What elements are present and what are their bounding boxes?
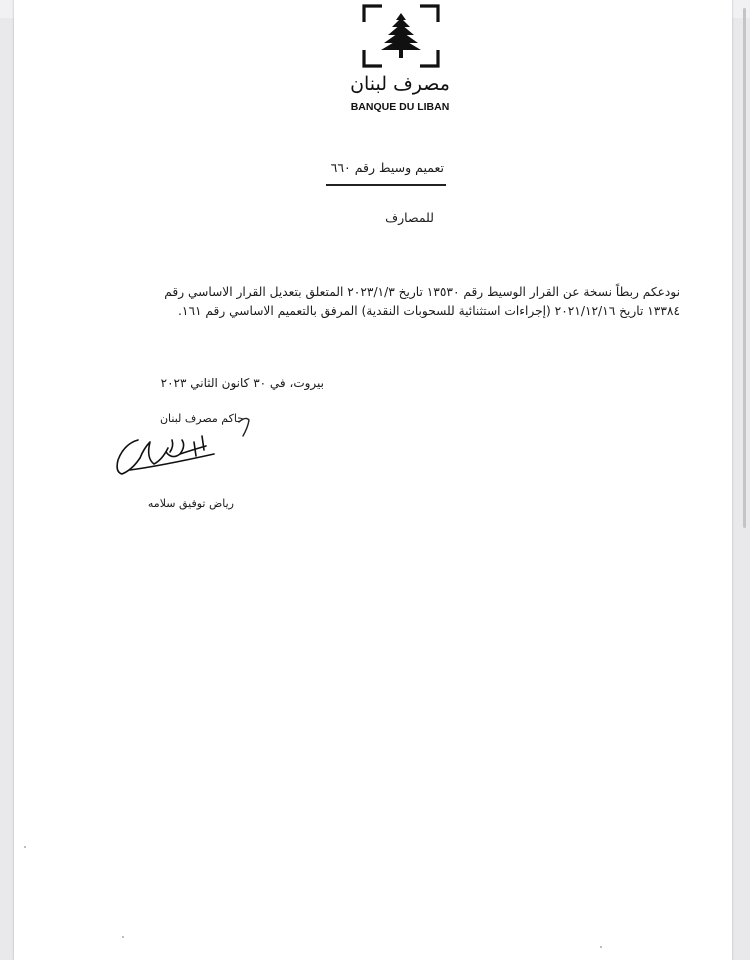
place-and-date: بيروت، في ٣٠ كانون الثاني ٢٠٢٣ [160, 376, 324, 390]
memo-title: تعميم وسيط رقم ٦٦٠ [330, 160, 444, 175]
scan-speck [122, 936, 124, 938]
cedar-tree-icon [362, 4, 440, 68]
scan-speck [600, 946, 602, 948]
scrollbar-thumb[interactable] [743, 8, 746, 528]
document-page [14, 0, 732, 960]
scan-speck [24, 846, 26, 848]
signer-title: حاكم مصرف لبنان [159, 412, 244, 425]
signer-name: رياض توفيق سلامه [147, 497, 234, 510]
bank-name-french: BANQUE DU LIBAN [350, 101, 450, 113]
memo-body: نودعكم ربطاً نسخة عن القرار الوسيط رقم ١٣٥٣٠ تاريخ ٢٠٢٣/١/٣ المتعلق بتعديل القرار الاساسي رقم ١٣٣٨٤ تاريخ ٢٠٢١/١٢/١٦ (إجراءات استثنائية للسحوبات النقدية) المرفق بالتعميم الاساسي رقم ١٦١. [164, 285, 680, 318]
memo-recipient: للمصارف [385, 210, 434, 225]
title-underline [326, 184, 446, 186]
bank-name-arabic: مصرف لبنان [350, 73, 450, 95]
handwritten-mark [236, 414, 254, 438]
handwritten-signature [110, 430, 222, 485]
